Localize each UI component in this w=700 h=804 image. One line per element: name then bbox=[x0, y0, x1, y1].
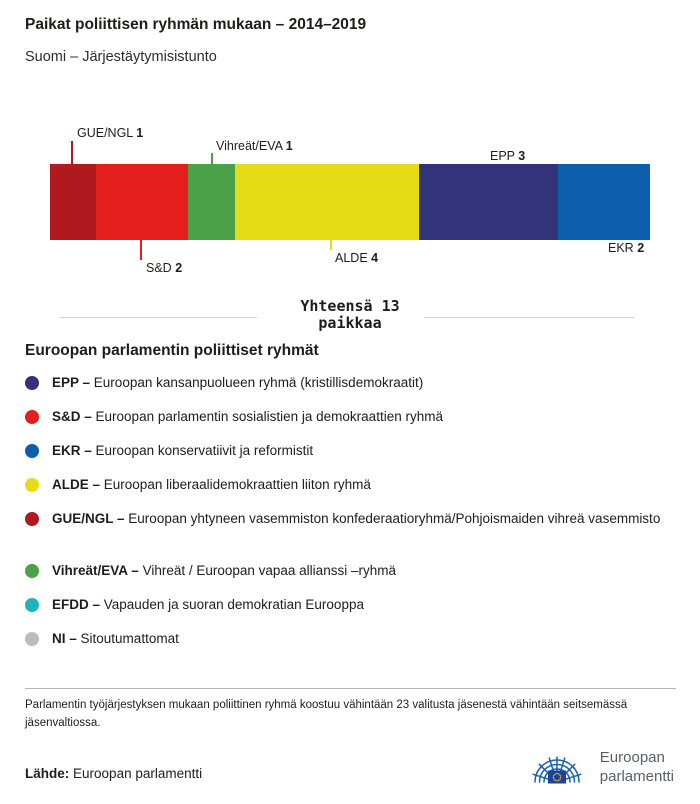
legend-item-gue-ngl bbox=[25, 509, 660, 529]
total-rule-right bbox=[424, 317, 634, 318]
segment-label-alde bbox=[335, 251, 378, 265]
legend-desc: Euroopan liberaalidemokraattien liiton ryhmä bbox=[103, 477, 371, 492]
legend-desc: Euroopan konservatiivit ja reformistit bbox=[95, 443, 314, 458]
bar-segment-alde bbox=[235, 164, 420, 240]
bar-segment-gue-ngl bbox=[50, 164, 96, 240]
legend-item-text bbox=[52, 373, 423, 393]
segment-label-name: Vihreät/EVA bbox=[216, 139, 283, 153]
logo-text-line1: Euroopan bbox=[599, 748, 665, 766]
legend-desc: Vapauden ja suoran demokratian Eurooppa bbox=[103, 597, 364, 612]
bar-segment-epp bbox=[419, 164, 557, 240]
legend-item-text bbox=[52, 407, 443, 427]
legend-desc: Vihreät / Euroopan vapaa allianssi –ryhmä bbox=[142, 563, 396, 578]
page-subtitle: Suomi – Järjestäytymisistunto bbox=[25, 49, 217, 65]
segment-label-name: GUE/NGL bbox=[77, 126, 133, 140]
footnote: Parlamentin työjärjestyksen mukaan poliittinen ryhmä koostuu vähintään 23 valitusta jäsenestä vähintään seitsemässä jäsenvaltiossa. bbox=[25, 699, 628, 729]
legend-abbr: ALDE – bbox=[52, 477, 101, 492]
source-label: Lähde: bbox=[25, 766, 70, 781]
legend-dot-gue-ngl bbox=[25, 512, 39, 526]
leader-line-gue-ngl bbox=[71, 141, 73, 164]
leader-line-alde bbox=[330, 240, 332, 250]
legend-desc: Sitoutumattomat bbox=[80, 631, 179, 646]
legend-dot-ekr bbox=[25, 444, 39, 458]
legend-item-vihreat-eva bbox=[25, 561, 396, 581]
legend-dot-ni bbox=[25, 632, 39, 646]
legend-item-text bbox=[52, 561, 396, 581]
legend-item-text bbox=[52, 509, 660, 529]
legend-item-text bbox=[52, 475, 371, 495]
total-rule-left bbox=[60, 317, 257, 318]
legend-title: Euroopan parlamentin poliittiset ryhmät bbox=[25, 342, 319, 359]
legend-abbr: S&D – bbox=[52, 409, 92, 424]
leader-line-vihreat-eva bbox=[211, 153, 213, 164]
segment-label-seats: 4 bbox=[371, 251, 379, 265]
footnote-divider bbox=[25, 688, 676, 689]
segment-label-seats: 2 bbox=[637, 241, 645, 255]
legend-abbr: EKR – bbox=[52, 443, 92, 458]
legend-item-alde bbox=[25, 475, 371, 495]
segment-label-name: S&D bbox=[146, 261, 172, 275]
legend-abbr: NI – bbox=[52, 631, 77, 646]
european-parliament-logo bbox=[522, 740, 674, 793]
page-title: Paikat poliittisen ryhmän mukaan – 2014–2019 bbox=[25, 16, 367, 33]
logo-text-line2: parlamentti bbox=[599, 767, 674, 785]
total-seats-line1: Yhteensä 13 bbox=[300, 297, 400, 315]
legend-dot-vihreat-eva bbox=[25, 564, 39, 578]
legend-item-ekr bbox=[25, 441, 313, 461]
bar-segment-vihreat-eva bbox=[188, 164, 234, 240]
leader-line-sd bbox=[140, 240, 142, 260]
seat-bar bbox=[50, 164, 650, 240]
legend-item-efdd bbox=[25, 595, 364, 615]
legend-desc: Euroopan yhtyneen vasemmiston konfederaatioryhmä/Pohjoismaiden vihreä vasemmisto bbox=[128, 511, 661, 526]
segment-label-epp bbox=[490, 149, 525, 163]
bar-segment-sd bbox=[96, 164, 188, 240]
segment-label-seats: 2 bbox=[175, 261, 183, 275]
legend-dot-epp bbox=[25, 376, 39, 390]
segment-label-name: ALDE bbox=[335, 251, 368, 265]
legend-abbr: EFDD – bbox=[52, 597, 101, 612]
legend-desc: Euroopan parlamentin sosialistien ja demokraattien ryhmä bbox=[95, 409, 443, 424]
legend-item-text bbox=[52, 441, 313, 461]
legend-abbr: GUE/NGL – bbox=[52, 511, 125, 526]
source-text: Euroopan parlamentti bbox=[73, 766, 203, 781]
legend-item-epp bbox=[25, 373, 423, 393]
legend-abbr: Vihreät/EVA – bbox=[52, 563, 139, 578]
legend-item-text bbox=[52, 595, 364, 615]
legend-abbr: EPP – bbox=[52, 375, 91, 390]
segment-label-sd bbox=[146, 261, 182, 275]
total-seats-line2: paikkaa bbox=[318, 314, 382, 332]
legend-dot-efdd bbox=[25, 598, 39, 612]
legend-item-ni bbox=[25, 629, 179, 649]
legend-dot-sd bbox=[25, 410, 39, 424]
segment-label-gue-ngl bbox=[77, 126, 143, 140]
legend-dot-alde bbox=[25, 478, 39, 492]
segment-label-seats: 1 bbox=[136, 126, 144, 140]
segment-label-vihreat-eva bbox=[216, 139, 293, 153]
segment-label-ekr bbox=[608, 241, 644, 255]
segment-label-seats: 1 bbox=[285, 139, 293, 153]
hemicycle-logo-icon bbox=[522, 740, 592, 793]
segment-label-name: EKR bbox=[608, 241, 634, 255]
bar-segment-ekr bbox=[558, 164, 650, 240]
legend-desc: Euroopan kansanpuolueen ryhmä (kristillisdemokraatit) bbox=[93, 375, 424, 390]
legend-item-text bbox=[52, 629, 179, 649]
legend-item-sd bbox=[25, 407, 443, 427]
source bbox=[25, 766, 202, 781]
total-seats-label bbox=[258, 298, 442, 332]
segment-label-name: EPP bbox=[490, 149, 515, 163]
segment-label-seats: 3 bbox=[518, 149, 526, 163]
logo-text bbox=[600, 748, 674, 786]
